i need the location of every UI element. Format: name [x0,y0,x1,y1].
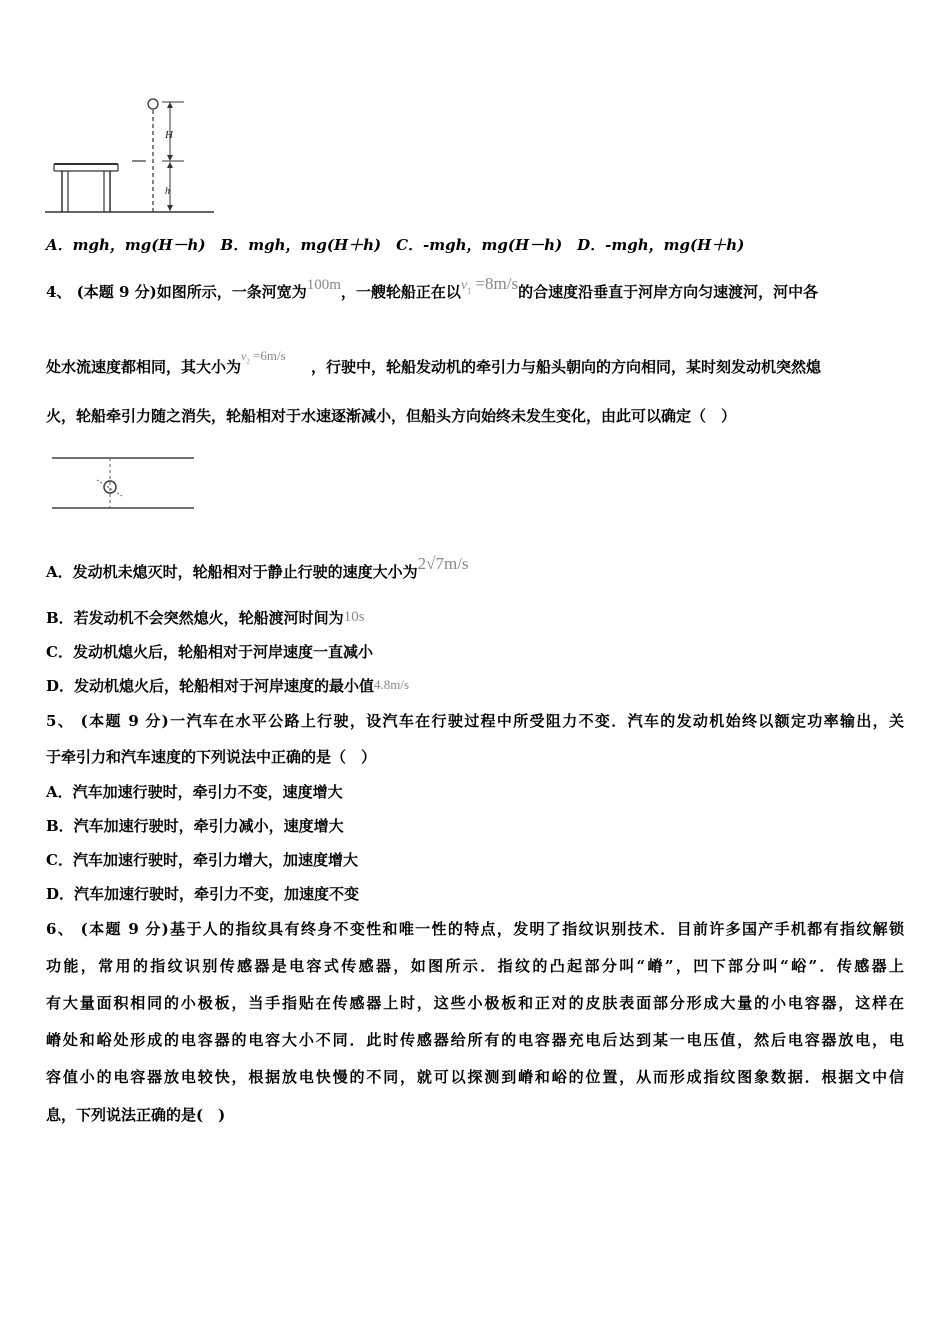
label-h: h [165,186,170,197]
q4-option-d: D．发动机熄火后，轮船相对于河岸速度的最小值4.8m/s [46,677,410,695]
q5-option-d: D．汽车加速行驶时，牵引力不变，加速度不变 [46,885,360,903]
river-figure [50,453,196,511]
q6-line-1: 6、 (本题 9 分)基于人的指纹具有终身不变性和唯一性的特点，发明了指纹识别技术．目前许多国产手机都有指纹解锁 [46,920,904,938]
q5-option-b: B．汽车加速行驶时，牵引力减小，速度增大 [46,817,344,835]
q5-option-c: C．汽车加速行驶时，牵引力增大，加速度增大 [46,851,358,869]
q4-option-b: B．若发动机不会突然熄火，轮船渡河时间为10s [46,609,365,627]
q3-options: A．mgh，mg(H－h) B．mgh，mg(H＋h) C．-mgh，mg(H－h) D．-mgh，mg(H＋h) [46,236,745,254]
v1-formula: $v_1 =8m/s$ [460,274,519,296]
q6-line-2: 功能，常用的指纹识别传感器是电容式传感器，如图所示．指纹的凸起部分叫“嵴”，凹下部分叫“峪”．传感器上 [46,957,904,975]
q6-line-5: 容值小的电容器放电较快，根据放电快慢的不同，就可以探测到嵴和峪的位置，从而形成指纹图象数据．根据文中信 [46,1068,904,1086]
v2-formula: $v_2 =6m/s$ [241,348,286,366]
q5-line-1: 5、 (本题 9 分)一汽车在水平公路上行驶，设汽车在行驶过程中所受阻力不变．汽车的发动机始终以额定功率输出，关 [46,712,904,730]
table-ball-figure [44,96,216,218]
q5-line-2: 于牵引力和汽车速度的下列说法中正确的是（ ） [46,748,377,766]
q4-option-a: A．发动机未熄灭时，轮船相对于静止行驶的速度大小为2√7m/s [46,554,469,581]
ball [148,99,158,109]
q6-line-6: 息，下列说法正确的是( ) [46,1106,226,1124]
q4-option-c: C．发动机熄火后，轮船相对于河岸速度一直减小 [46,643,373,661]
river-width: 100m [306,277,341,293]
q6-line-4: 嵴处和峪处形成的电容器的电容大小不同．此时传感器给所有的电容器充电后达到某一电压值，然后电容器放电，电 [46,1031,904,1049]
q5-option-a: A．汽车加速行驶时，牵引力不变，速度增大 [46,783,343,801]
q4-line-1: 4、 (本题 9 分)如图所示，一条河宽为100m，一艘轮船正在以$v_1 =8m/s$的合速度沿垂直于河岸方向匀速渡河，河中各 [46,274,819,301]
label-H: H [165,129,173,141]
q4-line-2: 处水流速度都相同，其大小为$v_2 =6m/s$，行驶中，轮船发动机的牵引力与船头朝向的方向相同，某时刻发动机突然熄 [46,356,821,385]
q4-line-3: 火，轮船牵引力随之消失，轮船相对于水速逐渐减小，但船头方向始终未发生变化，由此可以确定（ ） [46,407,737,425]
q6-line-3: 有大量面积相同的小极板，当手指贴在传感器上时，这些小极板和正对的皮肤表面部分形成大量的小电容器，这样在 [46,994,904,1012]
